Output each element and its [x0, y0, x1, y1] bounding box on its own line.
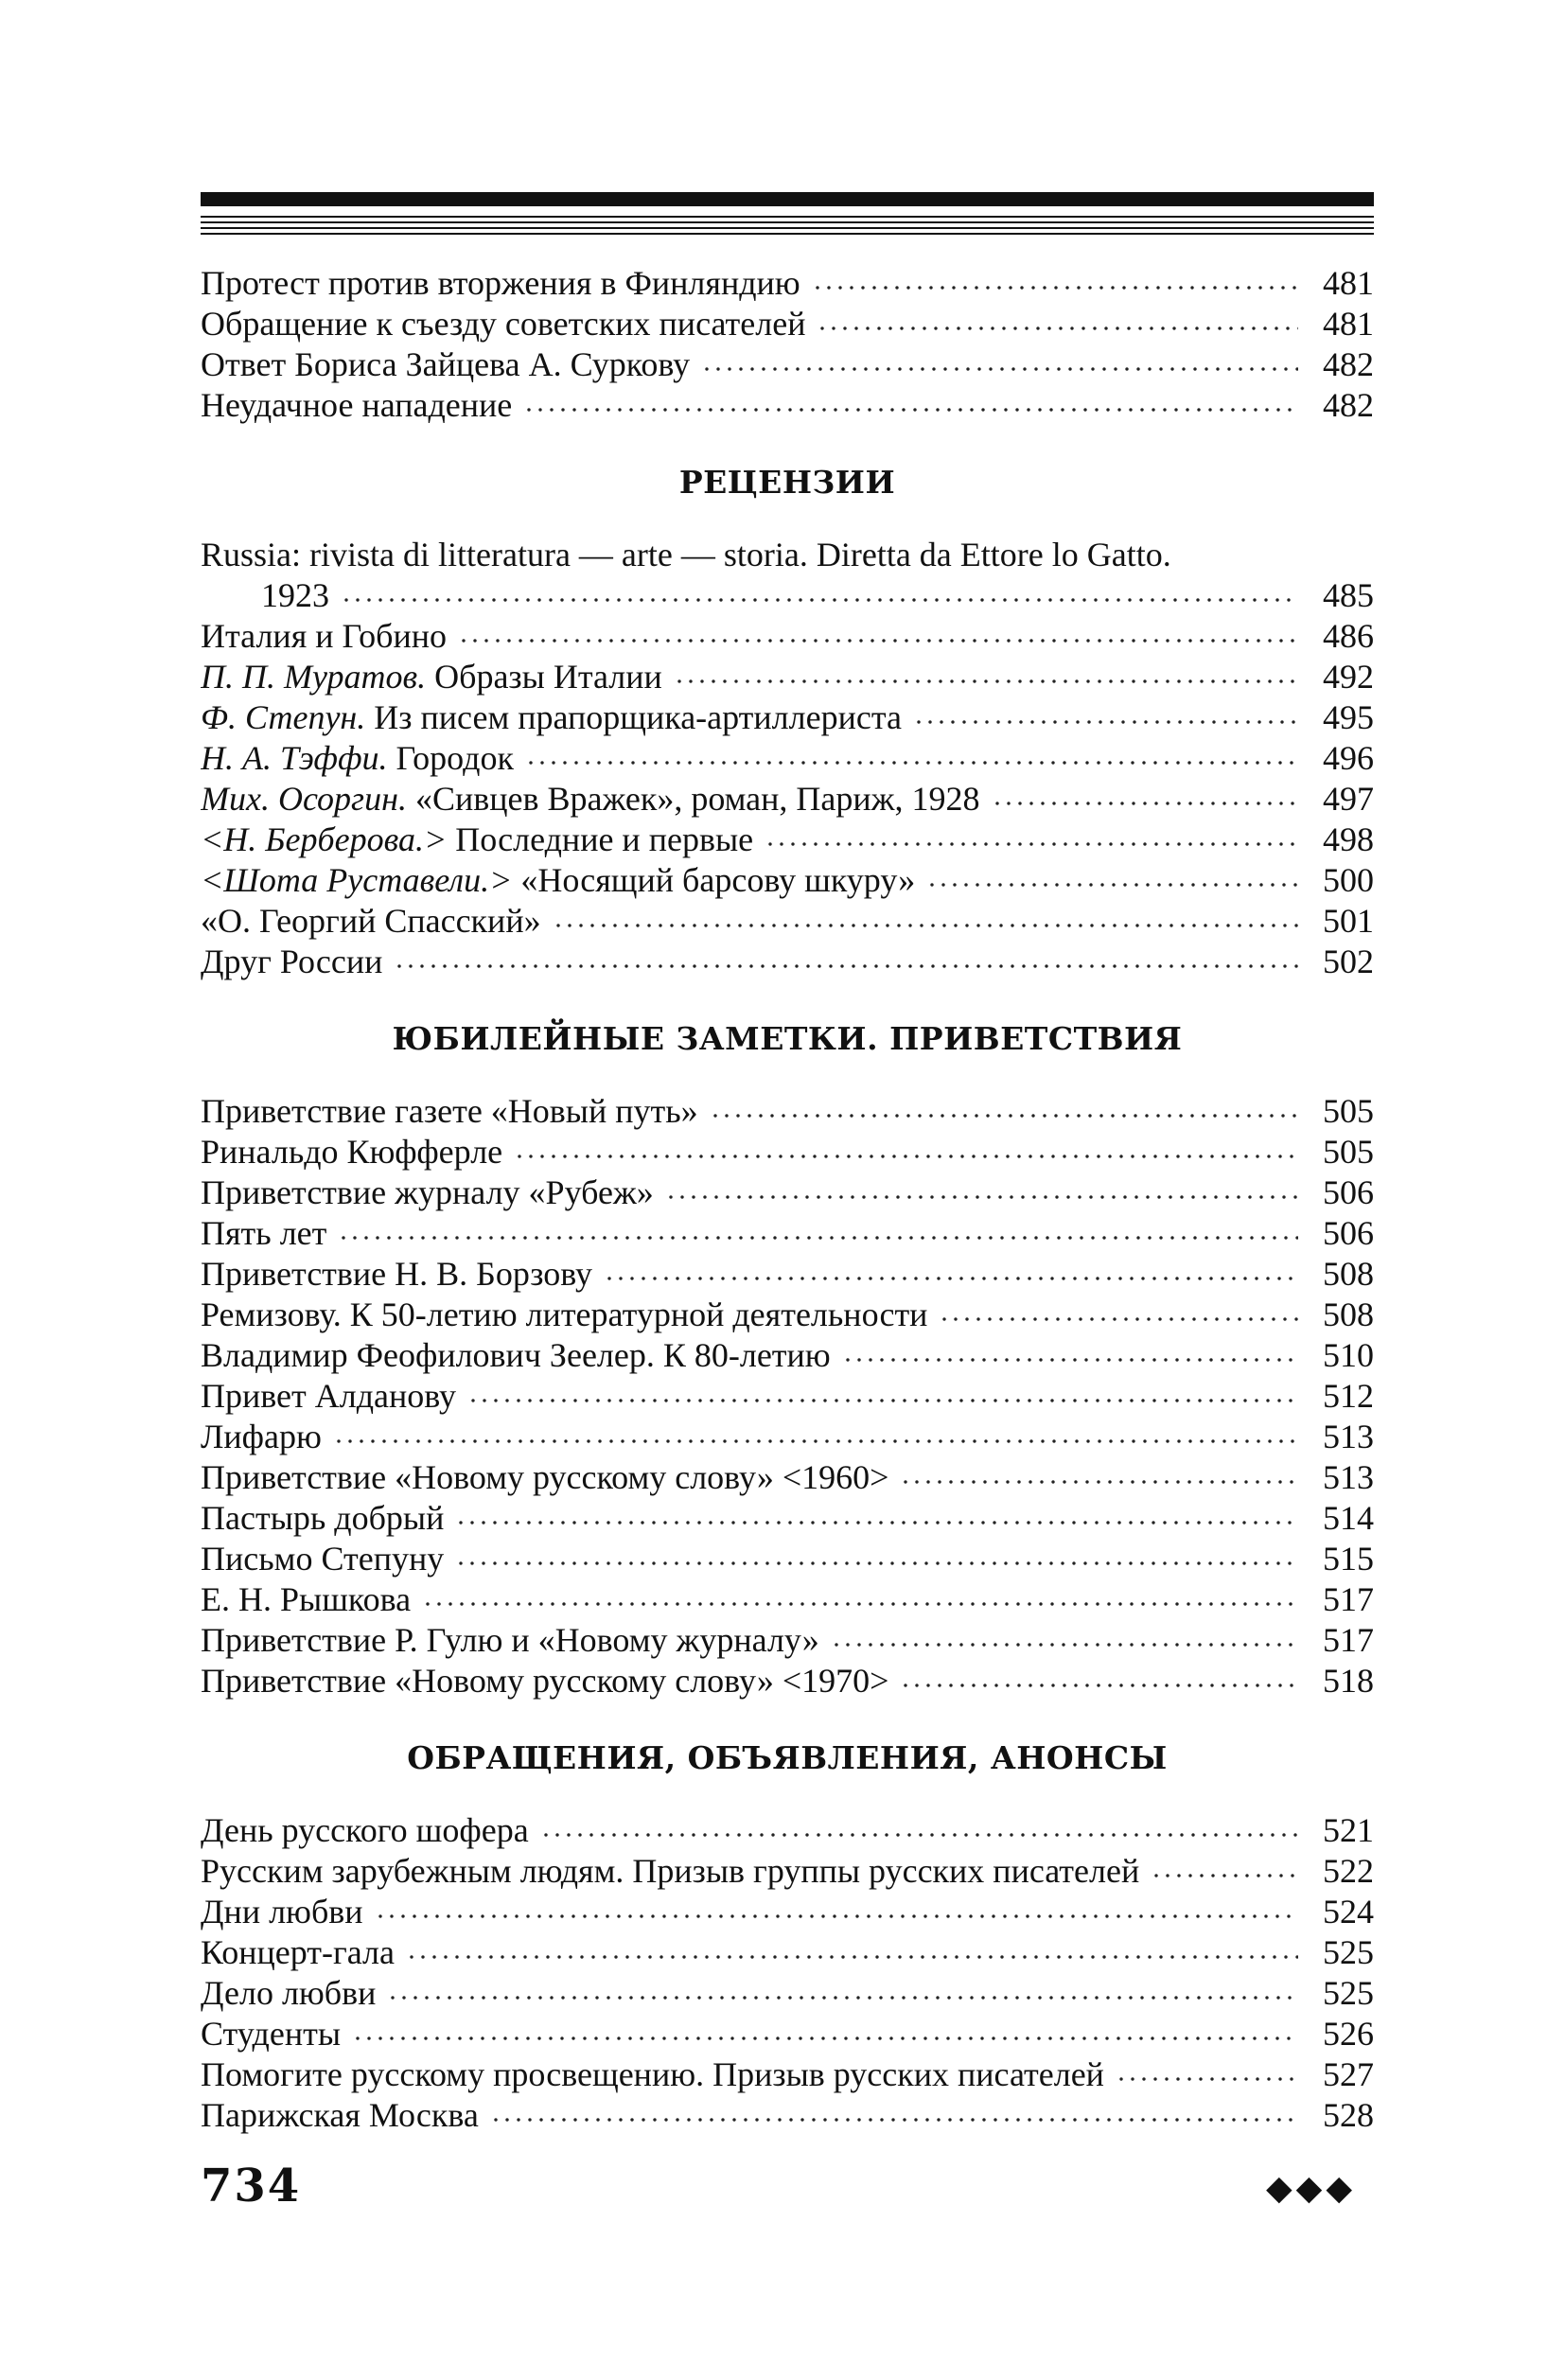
toc-entry-title-text: Неудачное нападение	[201, 386, 513, 424]
toc-entry	[201, 1973, 1374, 2014]
toc-entry-title	[201, 942, 382, 982]
dot-leader	[553, 922, 1298, 929]
toc-entry-title-text: Обращение к съезду советских писателей	[201, 305, 806, 343]
toc-entry	[201, 820, 1374, 860]
toc-entry-page: 508	[1323, 1255, 1374, 1293]
toc-entry-title	[201, 1213, 326, 1254]
toc-entry-title-text: Ответ Бориса Зайцева А. Суркову	[201, 345, 691, 383]
toc-entry-page: 526	[1323, 2015, 1374, 2053]
toc-entry-author: <Н. Берберова.>	[201, 820, 448, 858]
toc-entry-title	[201, 1376, 456, 1417]
toc-entry-author: <Шота Руставели.>	[201, 861, 513, 899]
toc-entry	[201, 1892, 1374, 1932]
toc-entry-title	[201, 1295, 927, 1335]
toc-entry-page: 521	[1323, 1811, 1374, 1849]
toc-entry-page: 481	[1323, 305, 1374, 343]
toc-entry-page: 505	[1323, 1133, 1374, 1171]
toc-entry	[201, 942, 1374, 982]
toc-entry-title-text: Италия и Гобино	[201, 617, 448, 655]
dot-leader	[817, 325, 1298, 332]
toc-entry-title	[201, 738, 514, 779]
toc-entry-title	[201, 535, 1374, 575]
toc-entry	[201, 616, 1374, 657]
dot-leader	[352, 2035, 1298, 2042]
toc-entry	[201, 697, 1374, 738]
dot-leader	[333, 1437, 1298, 1445]
toc-entry-title	[201, 304, 805, 344]
toc-entry-author: Мих. Осоргин.	[201, 780, 407, 818]
toc-entry	[201, 1498, 1374, 1539]
toc-entry-author: П. П. Муратов.	[201, 658, 427, 696]
dot-leader	[1116, 2075, 1298, 2083]
dot-leader	[939, 1315, 1298, 1323]
header-rule-thick	[201, 192, 1374, 206]
toc-entry-page: 527	[1323, 2055, 1374, 2093]
toc-entry-title	[201, 1973, 376, 2014]
toc-entry-page: 485	[1323, 576, 1374, 614]
toc-entry-page: 513	[1323, 1458, 1374, 1496]
dot-leader	[523, 406, 1298, 414]
toc-entry-page: 524	[1323, 1893, 1374, 1930]
dot-leader	[455, 1560, 1298, 1567]
dot-leader	[900, 1478, 1298, 1486]
toc-entry-title-text: Приветствие «Новому русскому слову» <1960>	[201, 1458, 889, 1496]
toc-entry-title	[201, 1851, 1139, 1892]
toc-entry-title	[201, 1892, 363, 1932]
toc-entry-page: 500	[1323, 861, 1374, 899]
dot-leader	[710, 1112, 1298, 1119]
toc-entry-title-text: Из писем прапорщика-артиллериста	[374, 698, 902, 736]
dot-leader	[765, 840, 1298, 848]
toc-entry-title-text: Концерт-гала	[201, 1933, 395, 1971]
dot-leader	[842, 1356, 1298, 1364]
toc-entry	[201, 304, 1374, 344]
toc-entry-title	[201, 901, 541, 942]
dot-leader	[455, 1519, 1298, 1526]
toc-entry-page: 515	[1323, 1540, 1374, 1578]
toc-entry-page: 482	[1323, 345, 1374, 383]
dot-leader	[525, 759, 1298, 767]
toc-entry-title-text: Ринальдо Кюфферле	[201, 1133, 503, 1171]
table-of-contents	[201, 263, 1374, 2136]
dot-leader	[701, 365, 1298, 373]
dot-leader	[338, 1234, 1298, 1242]
header-rule-thin	[201, 227, 1374, 229]
toc-entry-title	[201, 2054, 1104, 2095]
toc-entry	[201, 1091, 1374, 1132]
toc-entry	[201, 1620, 1374, 1661]
dot-leader	[992, 800, 1298, 807]
toc-entry-page: 525	[1323, 1974, 1374, 2012]
toc-entry-title-text: Е. Н. Рышкова	[201, 1580, 412, 1618]
toc-entry-title-text: Русским зарубежным людям. Призыв группы русских писателей	[201, 1852, 1140, 1890]
toc-entry-title	[201, 1457, 888, 1498]
toc-entry-title-text: «Сивцев Вражек», роман, Париж, 1928	[414, 780, 980, 818]
toc-entry-title	[201, 697, 902, 738]
toc-entry	[201, 344, 1374, 385]
toc-entry-title	[201, 616, 447, 657]
toc-entry-continuation	[201, 575, 1374, 616]
toc-entry-page: 528	[1323, 2096, 1374, 2134]
toc-entry	[201, 657, 1374, 697]
toc-entry-title-text: День русского шофера	[201, 1811, 529, 1849]
toc-entry-page: 525	[1323, 1933, 1374, 1971]
toc-entry-title-text: Парижская Москва	[201, 2096, 479, 2134]
toc-entry	[201, 263, 1374, 304]
dot-leader	[406, 1953, 1298, 1961]
dot-leader	[604, 1275, 1298, 1282]
toc-entry-title-text: Протест против вторжения в Финляндию	[201, 264, 800, 302]
toc-entry	[201, 1132, 1374, 1172]
toc-entry-title	[201, 1417, 322, 1457]
toc-entry-title-text: Russia: rivista di litteratura — arte — storia. Diretta da Ettore lo Gatto.	[201, 536, 1171, 573]
toc-entry	[201, 1295, 1374, 1335]
toc-entry	[201, 1579, 1374, 1620]
section-heading: ОБРАЩЕНИЯ, ОБЪЯВЛЕНИЯ, АНОНСЫ	[407, 1739, 1168, 1776]
toc-entry-author: Ф. Степун.	[201, 698, 366, 736]
toc-entry-title-text: Письмо Степуну	[201, 1540, 445, 1578]
toc-entry-title-text: Студенты	[201, 2015, 342, 2053]
toc-entry	[201, 2014, 1374, 2054]
toc-entry	[201, 1932, 1374, 1973]
page-number: 734	[201, 2160, 302, 2213]
dot-leader	[926, 881, 1298, 889]
toc-entry	[201, 1172, 1374, 1213]
toc-entry-page: 492	[1323, 658, 1374, 696]
dot-leader	[467, 1397, 1298, 1404]
dot-leader	[831, 1641, 1298, 1648]
toc-entry-page: 517	[1323, 1580, 1374, 1618]
toc-entry-title	[201, 263, 800, 304]
toc-entry	[201, 1213, 1374, 1254]
toc-entry-title	[201, 344, 690, 385]
toc-entry-title	[201, 657, 662, 697]
dot-leader	[540, 1831, 1298, 1839]
toc-entry-page: 510	[1323, 1336, 1374, 1374]
dot-leader	[458, 637, 1298, 644]
toc-entry	[201, 2095, 1374, 2136]
toc-entry-title	[201, 1932, 395, 1973]
dot-leader	[341, 596, 1298, 604]
section-heading: РЕЦЕНЗИИ	[678, 464, 896, 501]
toc-entry-title	[201, 1091, 698, 1132]
toc-entry-title-text: Друг России	[201, 943, 383, 980]
dot-leader	[387, 1994, 1298, 2001]
toc-entry-title-text: Последние и первые	[455, 820, 754, 858]
toc-entry	[201, 385, 1374, 426]
toc-entry-title-text: Пять лет	[201, 1214, 327, 1252]
toc-entry-page: 513	[1323, 1418, 1374, 1455]
toc-entry	[201, 1254, 1374, 1295]
toc-entry-page: 481	[1323, 264, 1374, 302]
toc-entry-title	[201, 860, 915, 901]
toc-entry-title-text: Городок	[396, 739, 514, 777]
toc-entry	[201, 901, 1374, 942]
toc-entry-title-text: «Носящий барсову шкуру»	[520, 861, 916, 899]
toc-entry	[201, 2054, 1374, 2095]
toc-entry-page: 514	[1323, 1499, 1374, 1537]
toc-entry	[201, 779, 1374, 820]
toc-entry-title-text: Приветствие «Новому русскому слову» <1970>	[201, 1662, 889, 1700]
toc-entry-title	[201, 820, 753, 860]
toc-entry-author: Н. А. Тэффи.	[201, 739, 388, 777]
toc-entry-page: 497	[1323, 780, 1374, 818]
toc-entry-title	[201, 1132, 502, 1172]
toc-entry-page: 505	[1323, 1092, 1374, 1130]
header-rule-thin	[201, 221, 1374, 223]
toc-entry-page: 518	[1323, 1662, 1374, 1700]
toc-entry-page: 522	[1323, 1852, 1374, 1890]
toc-entry-title-text: Владимир Феофилович Зеелер. К 80-летию	[201, 1336, 831, 1374]
toc-entry-title-text: Ремизову. К 50-летию литературной деятельности	[201, 1296, 928, 1333]
toc-entry-page: 495	[1323, 698, 1374, 736]
dot-leader	[394, 962, 1298, 970]
toc-entry-page: 482	[1323, 386, 1374, 424]
toc-entry	[201, 860, 1374, 901]
toc-entry	[201, 1661, 1374, 1701]
dot-leader	[913, 718, 1298, 726]
toc-entry-title-text: Помогите русскому просвещению. Призыв русских писателей	[201, 2055, 1104, 2093]
toc-entry	[201, 1376, 1374, 1417]
header-rule-thin	[201, 233, 1374, 235]
toc-entry-title	[201, 2014, 341, 2054]
toc-entry	[201, 1810, 1374, 1851]
toc-entry-title-text: Приветствие Н. В. Борзову	[201, 1255, 593, 1293]
header-rule-thin	[201, 216, 1374, 218]
toc-entry-page: 508	[1323, 1296, 1374, 1333]
toc-entry-title	[201, 1498, 444, 1539]
toc-entry-title	[201, 1810, 529, 1851]
toc-entry-title	[201, 1661, 888, 1701]
toc-entry-title-text: Дни любви	[201, 1893, 363, 1930]
toc-entry-title	[201, 1539, 444, 1579]
toc-entry-title-text: Образы Италии	[434, 658, 662, 696]
dot-leader	[422, 1600, 1298, 1608]
toc-entry-title-text: Приветствие Р. Гулю и «Новому журналу»	[201, 1621, 819, 1659]
toc-entry-title	[201, 1620, 819, 1661]
dot-leader	[674, 678, 1298, 685]
toc-entry-title-text: Лифарю	[201, 1418, 322, 1455]
toc-entry-title	[201, 779, 980, 820]
dot-leader	[812, 284, 1298, 291]
toc-entry-title-text: Приветствие газете «Новый путь»	[201, 1092, 698, 1130]
toc-entry	[201, 1335, 1374, 1376]
toc-entry	[201, 1417, 1374, 1457]
toc-entry-page: 498	[1323, 820, 1374, 858]
toc-entry-title	[201, 385, 512, 426]
toc-entry-title-text: Дело любви	[201, 1974, 377, 2012]
toc-entry	[201, 1851, 1374, 1892]
toc-entry-page: 486	[1323, 617, 1374, 655]
toc-entry-title	[201, 1335, 831, 1376]
toc-entry-title	[201, 1579, 411, 1620]
toc-entry-page: 496	[1323, 739, 1374, 777]
dot-leader	[900, 1682, 1298, 1689]
toc-entry	[201, 1457, 1374, 1498]
toc-entry	[201, 738, 1374, 779]
toc-entry-continuation-text: 1923	[261, 576, 329, 614]
dot-leader	[665, 1193, 1298, 1201]
toc-entry-title	[201, 2095, 479, 2136]
toc-entry-title-text: Привет Алданову	[201, 1377, 457, 1415]
dot-leader	[1151, 1872, 1298, 1879]
dot-leader	[514, 1153, 1298, 1160]
toc-entry-page: 517	[1323, 1621, 1374, 1659]
toc-entry-title	[201, 1254, 592, 1295]
toc-entry	[201, 535, 1374, 575]
toc-entry	[201, 1539, 1374, 1579]
toc-entry-page: 512	[1323, 1377, 1374, 1415]
dot-leader	[375, 1913, 1298, 1920]
section-heading: ЮБИЛЕЙНЫЕ ЗАМЕТКИ. ПРИВЕТСТВИЯ	[392, 1020, 1183, 1057]
dot-leader	[490, 2116, 1298, 2124]
toc-entry-title-text: Приветствие журналу «Рубеж»	[201, 1173, 654, 1211]
toc-entry-title	[201, 1172, 654, 1213]
diamond-ornament-icon: ◆◆◆	[1266, 2169, 1357, 2207]
toc-entry-title-text: «О. Георгий Спасский»	[201, 902, 541, 940]
toc-entry-page: 506	[1323, 1214, 1374, 1252]
toc-entry-page: 506	[1323, 1173, 1374, 1211]
toc-entry-title-text: Пастырь добрый	[201, 1499, 445, 1537]
toc-entry-page: 501	[1323, 902, 1374, 940]
toc-entry-page: 502	[1323, 943, 1374, 980]
